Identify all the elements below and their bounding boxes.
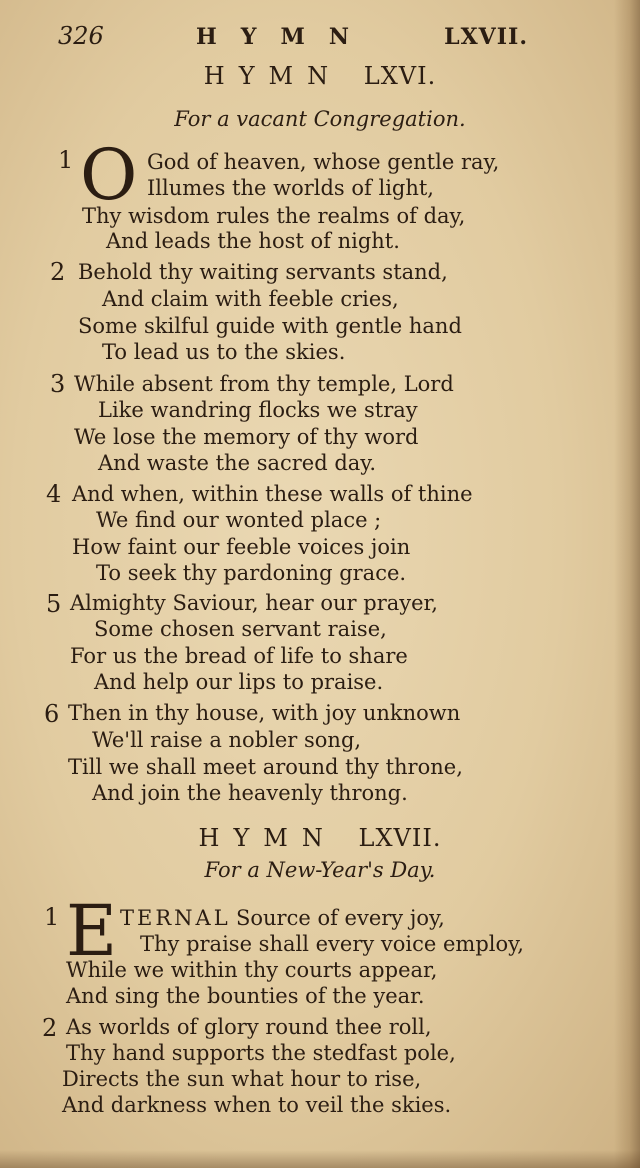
hymn-66-heading: [0, 62, 640, 90]
stanza-number: 2: [42, 1014, 58, 1042]
stanza-number: 2: [50, 258, 66, 286]
verse-line: Some skilful guide with gentle hand: [78, 314, 462, 338]
verse-line: We'll raise a nobler song,: [92, 728, 362, 752]
verse-line: And join the heavenly throng.: [92, 781, 408, 805]
verse-line: We find our wonted place ;: [96, 508, 382, 532]
verse-line: And claim with feeble cries,: [102, 287, 399, 311]
drop-cap: O: [80, 134, 138, 216]
hymn-67-heading: [0, 824, 640, 852]
verse-line: Like wandring flocks we stray: [98, 398, 418, 422]
stanza-number: 1: [44, 903, 60, 931]
verse-line: Some chosen servant raise,: [94, 617, 387, 641]
verse-line: For us the bread of life to share: [70, 644, 408, 668]
drop-cap-rest: TERNAL: [120, 906, 231, 930]
verse-line: We lose the memory of thy word: [74, 425, 419, 449]
verse-line: And leads the host of night.: [106, 229, 400, 253]
verse-line: God of heaven, whose gentle ray,: [147, 150, 500, 174]
verse-line: As worlds of glory round thee roll,: [66, 1015, 432, 1039]
page-number: 326: [58, 22, 104, 50]
verse-line: And darkness when to veil the skies.: [62, 1093, 452, 1117]
verse-line: And waste the sacred day.: [98, 451, 377, 475]
stanza-number: 3: [50, 370, 66, 398]
verse-line: While absent from thy temple, Lord: [74, 372, 454, 396]
verse-line: And sing the bounties of the year.: [66, 984, 425, 1008]
verse-line: To seek thy pardoning grace.: [96, 561, 407, 585]
hymn-66-numeral: LXVI.: [363, 62, 437, 90]
verse-line: Illumes the worlds of light,: [147, 176, 434, 200]
hymn-67-title: HYMN: [198, 824, 337, 852]
verse-line: Source of every joy,: [236, 906, 445, 930]
stanza-number: 1: [58, 146, 74, 174]
drop-cap: E: [66, 890, 118, 972]
stanza-number: 4: [46, 480, 62, 508]
verse-line: Directs the sun what hour to rise,: [62, 1067, 422, 1091]
page-edge-shadow: [614, 0, 640, 1168]
running-numeral: LXVII.: [444, 24, 528, 50]
verse-line: Almighty Saviour, hear our prayer,: [70, 591, 438, 615]
verse-line: To lead us to the skies.: [102, 340, 346, 364]
verse-line: How faint our feeble voices join: [72, 535, 411, 559]
verse-line: Behold thy waiting servants stand,: [78, 260, 448, 284]
hymn-66-subtitle: For a vacant Congregation.: [174, 107, 466, 131]
running-head: [58, 22, 528, 56]
hymn-67-subtitle: For a New-Year's Day.: [204, 858, 436, 882]
verse-line: Thy wisdom rules the realms of day,: [82, 204, 466, 228]
hymn-66-title: HYMN: [203, 62, 343, 90]
verse-line: Thy praise shall every voice employ,: [140, 932, 524, 956]
hymn-67-numeral: LXVII.: [358, 824, 442, 852]
stanza-number: 5: [46, 590, 62, 618]
verse-line: While we within thy courts appear,: [66, 958, 438, 982]
verse-line: And when, within these walls of thine: [72, 482, 473, 506]
running-title: HYMN: [196, 24, 373, 50]
page-bottom-shadow: [0, 1150, 640, 1168]
stanza-number: 6: [44, 700, 60, 728]
verse-line: Till we shall meet around thy throne,: [68, 755, 463, 779]
verse-line: Thy hand supports the stedfast pole,: [66, 1041, 456, 1065]
verse-line: Then in thy house, with joy unknown: [68, 701, 461, 725]
verse-line: And help our lips to praise.: [94, 670, 384, 694]
